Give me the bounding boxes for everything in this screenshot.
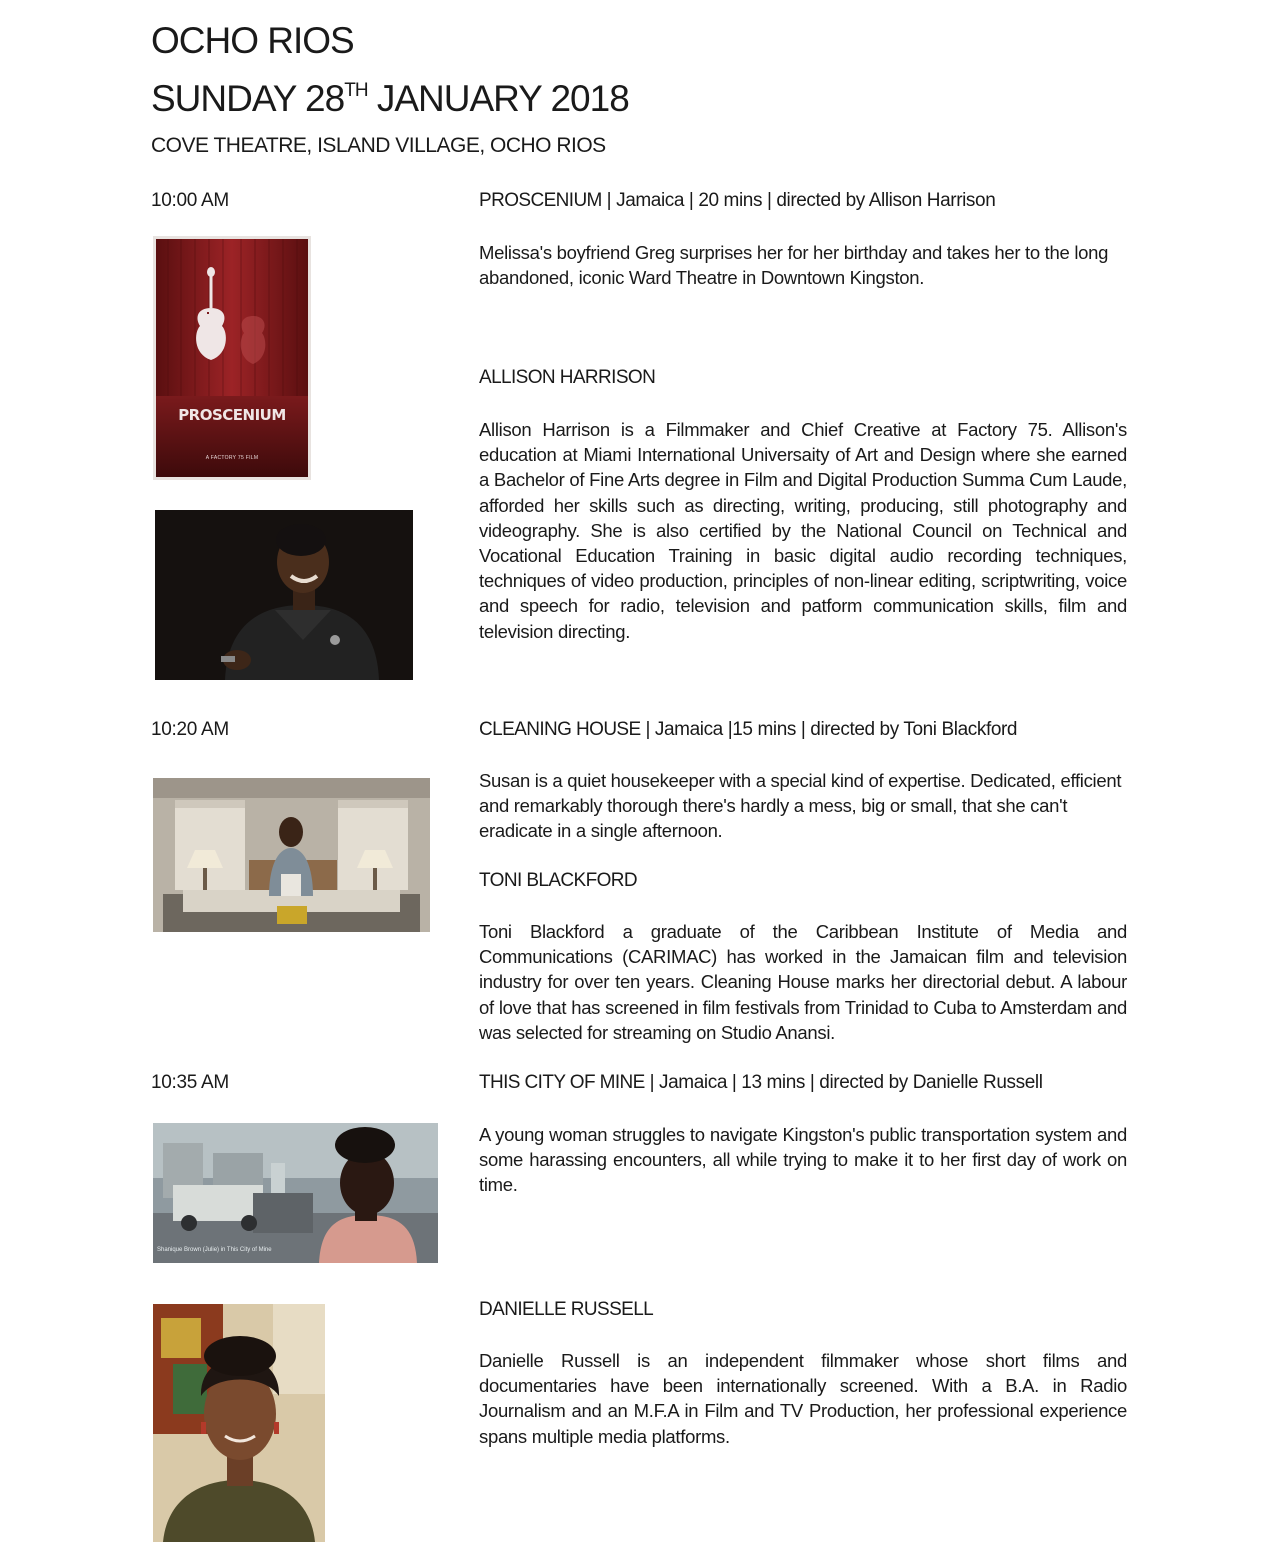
date-rest: JANUARY 2018 <box>367 78 629 119</box>
film-title: CLEANING HOUSE <box>479 719 641 740</box>
page-title-location: OCHO RIOS <box>151 20 354 61</box>
director-bio: Toni Blackford a graduate of the Caribbean Institute of Media and Communications (CARIMAC) has worked in the Jamaican film and television industry for over ten years. Cleaning House marks her directorial debut. A labour of love that has screened in film festivals from Trinidad to Cuba to Amsterdam and was selected for streaming on Studio Anansi. <box>479 921 1127 1043</box>
film-details: | Jamaica |15 mins | directed by Toni Blackford <box>640 719 1018 740</box>
film-details: | Jamaica | 20 mins | directed by Allison Harrison <box>601 190 996 211</box>
event-date <box>151 78 629 120</box>
venue: COVE THEATRE, ISLAND VILLAGE, OCHO RIOS <box>151 134 606 157</box>
poster-title: PROSCENIUM <box>178 406 286 424</box>
screening-time: 10:35 AM <box>151 1072 229 1093</box>
screening-time: 10:00 AM <box>151 190 229 211</box>
director-portrait-image <box>153 1304 325 1542</box>
film-details: | Jamaica | 13 mins | directed by Danielle Russell <box>644 1072 1043 1093</box>
film-title: THIS CITY OF MINE <box>479 1072 645 1093</box>
this-city-of-mine-still-image <box>153 1123 438 1263</box>
film-synopsis: Susan is a quiet housekeeper with a special kind of expertise. Dedicated, efficient and remarkably thorough there's hardly a mess, big or small, that she can't eradicate in a single afternoon. <box>479 770 1122 842</box>
date-prefix: SUNDAY 28 <box>151 78 345 119</box>
director-portrait-image <box>155 510 413 680</box>
screening-time: 10:20 AM <box>151 719 229 740</box>
director-bio: Danielle Russell is an independent filmmaker whose short films and documentaries have been internationally screened. With a B.A. in Radio Journalism and an M.F.A in Film and TV Production, her professional experience spans multiple media platforms. <box>479 1350 1127 1447</box>
date-suffix: TH <box>344 80 368 101</box>
director-photo <box>155 510 413 680</box>
director-name: DANIELLE RUSSELL <box>479 1299 654 1320</box>
cleaning-house-still-image <box>153 778 430 932</box>
film-heading <box>479 1072 1129 1094</box>
poster-credit: A FACTORY 75 FILM <box>205 455 259 461</box>
film-still <box>153 778 430 932</box>
film-synopsis: Melissa's boyfriend Greg surprises her for her birthday and takes her to the long abandoned, iconic Ward Theatre in Downtown Kingston. <box>479 242 1109 289</box>
film-title: PROSCENIUM <box>479 190 602 211</box>
film-heading <box>479 190 1129 212</box>
film-poster <box>153 236 311 480</box>
director-bio: Allison Harrison is a Filmmaker and Chief Creative at Factory 75. Allison's education at Miami International Universaity of Art and Design where she earned a Bachelor of Fine Arts degree in Film and Digital Production Summa Cum Laude, afforded her skills such as directing, writing, producing, still photography and videography. She is also certified by the National Council on Technical and Vocational Education Training in basic digital audio recording techniques, techniques of video production, principles of non-linear editing, scriptwriting, voice and speech for radio, television and patform communication skills, film and television directing. <box>479 419 1127 642</box>
film-still <box>153 1123 438 1263</box>
film-heading <box>479 719 1129 741</box>
still-caption: Shanique Brown (Julie) in This City of Mine <box>157 1247 272 1253</box>
poster-graphic <box>153 236 311 480</box>
director-name: ALLISON HARRISON <box>479 367 656 388</box>
film-synopsis: A young woman struggles to navigate Kingston's public transportation system and some harassing encounters, all while trying to make it to her first day of work on time. <box>479 1124 1127 1196</box>
director-name: TONI BLACKFORD <box>479 870 638 891</box>
director-photo <box>153 1304 325 1542</box>
